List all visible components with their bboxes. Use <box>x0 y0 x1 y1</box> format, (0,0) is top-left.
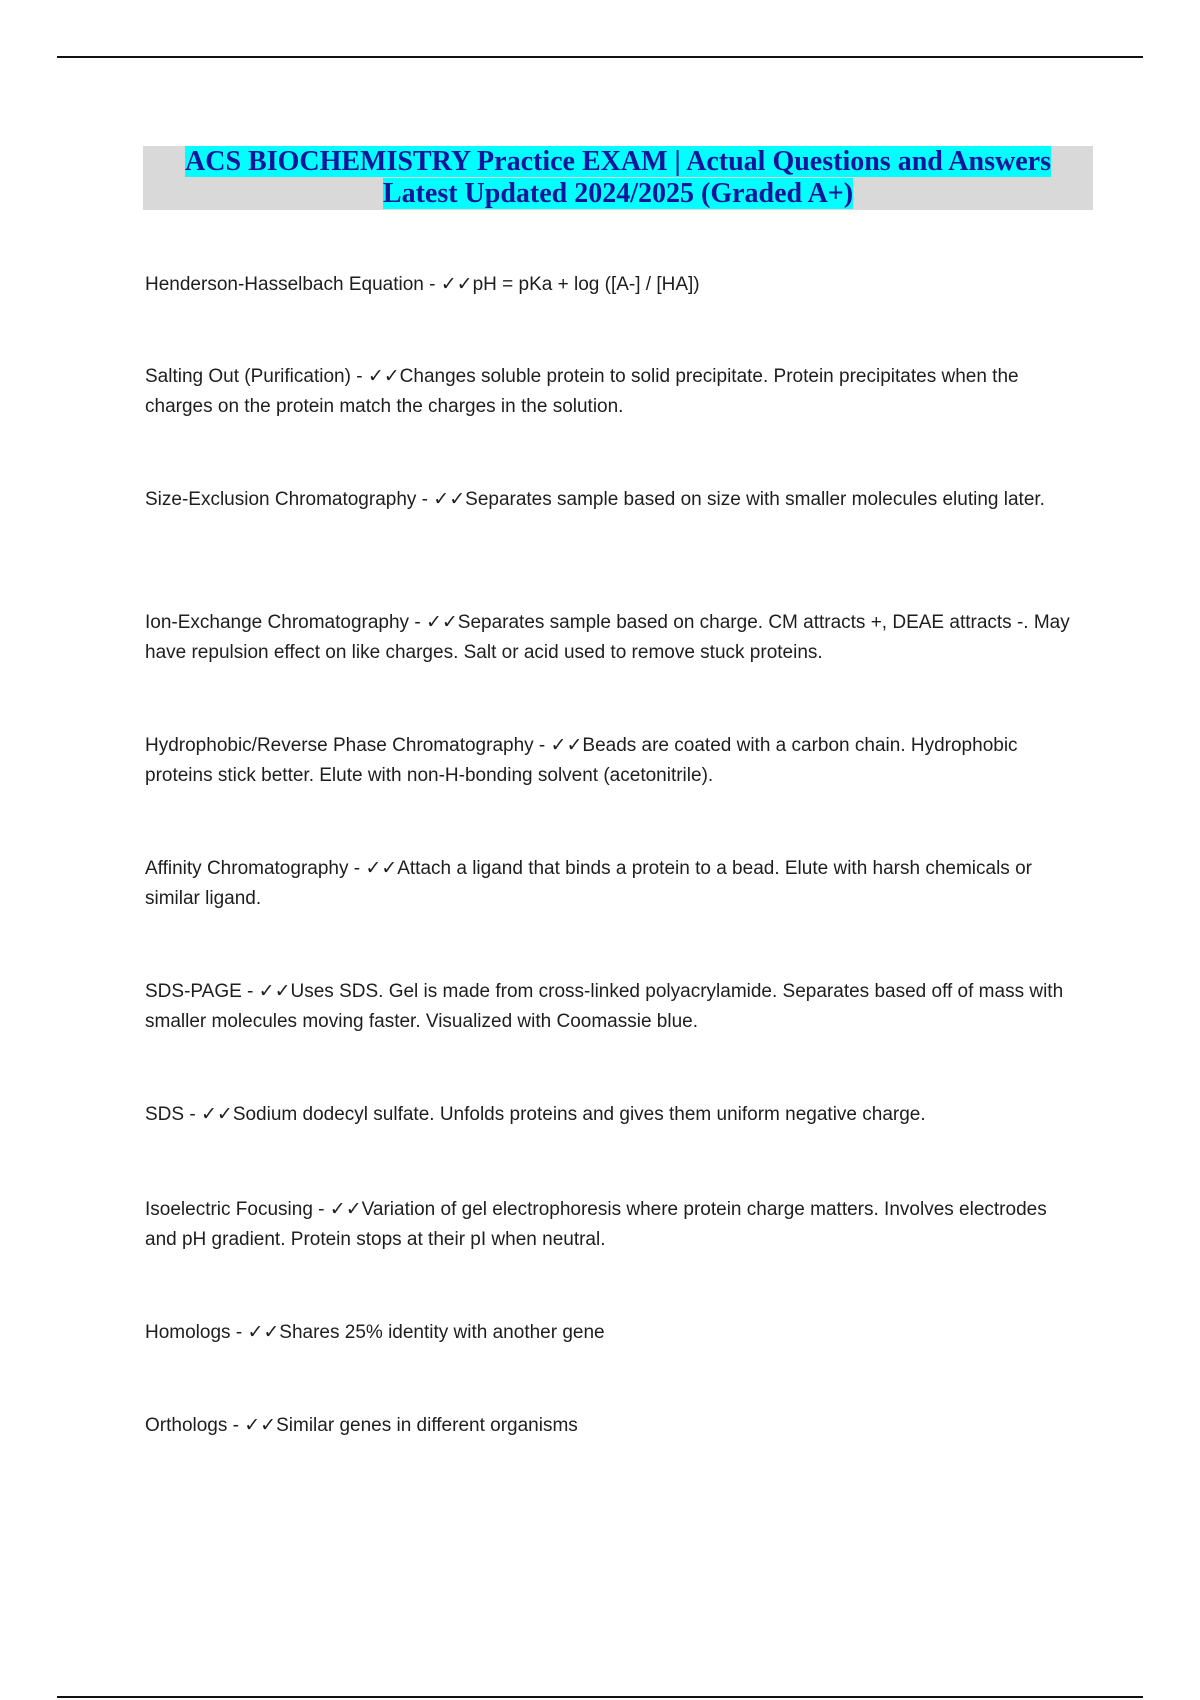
double-check-icon: ✓✓ <box>550 735 583 756</box>
entry-term: Homologs <box>145 1322 231 1343</box>
entry-term: Orthologs <box>145 1415 228 1436</box>
entry-definition: Variation of gel electrophoresis where protein charge matters. Involves electrodes and pH gradient. Protein stops at their pI when neutral. <box>145 1199 1047 1250</box>
bottom-rule <box>57 1696 1143 1698</box>
double-check-icon: ✓✓ <box>200 1104 233 1125</box>
qa-entry <box>145 1318 1075 1348</box>
qa-entry <box>145 731 1075 791</box>
double-check-icon: ✓✓ <box>433 489 466 510</box>
entry-definition: Separates sample based on size with smaller molecules eluting later. <box>465 489 1045 510</box>
entry-term: SDS-PAGE <box>145 981 242 1002</box>
entry-separator: - <box>241 981 259 1002</box>
entry-term: Hydrophobic/Reverse Phase Chromatography <box>145 735 534 756</box>
entry-term: Affinity Chromatography <box>145 858 349 879</box>
double-check-icon: ✓✓ <box>440 274 473 295</box>
title-text-1: ACS BIOCHEMISTRY Practice EXAM | Actual Questions and Answers <box>185 146 1051 177</box>
entry-definition: Beads are coated with a carbon chain. Hydrophobic proteins stick better. Elute with non-H-bonding solvent (acetonitrile). <box>145 735 1018 786</box>
qa-entry <box>145 1100 1075 1130</box>
qa-entry <box>145 1195 1075 1255</box>
double-check-icon: ✓✓ <box>367 366 400 387</box>
double-check-icon: ✓✓ <box>425 612 458 633</box>
entry-definition: Similar genes in different organisms <box>276 1415 578 1436</box>
qa-entry <box>145 485 1075 515</box>
double-check-icon: ✓✓ <box>365 858 398 879</box>
entry-separator: - <box>409 612 426 633</box>
entry-separator: - <box>184 1104 201 1125</box>
qa-entry <box>145 1411 1075 1441</box>
entry-definition: Shares 25% identity with another gene <box>279 1322 605 1343</box>
top-rule <box>57 56 1143 58</box>
entry-separator: - <box>312 1199 330 1220</box>
entry-separator: - <box>350 366 368 387</box>
entry-separator: - <box>423 274 441 295</box>
qa-entry <box>145 270 1075 300</box>
entry-separator: - <box>533 735 551 756</box>
double-check-icon: ✓✓ <box>244 1415 277 1436</box>
entry-separator: - <box>230 1322 248 1343</box>
entry-definition: Separates sample based on charge. CM attracts +, DEAE attracts -. May have repulsion effect on like charges. Salt or acid used to remove stuck proteins. <box>145 612 1070 663</box>
entry-definition: pH = pKa + log ([A-] / [HA]) <box>472 274 700 295</box>
title-line-2 <box>383 178 853 210</box>
entry-separator: - <box>416 489 434 510</box>
entry-definition: Changes soluble protein to solid precipitate. Protein precipitates when the charges on the protein match the charges in the solution. <box>145 366 1019 417</box>
qa-entry <box>145 362 1075 422</box>
qa-entry <box>145 977 1075 1037</box>
entry-term: Henderson-Hasselbach Equation <box>145 274 424 295</box>
entry-term: Ion-Exchange Chromatography <box>145 612 410 633</box>
title-line-1 <box>185 146 1051 178</box>
entry-separator: - <box>348 858 366 879</box>
qa-entry <box>145 854 1075 914</box>
entry-term: SDS <box>145 1104 185 1125</box>
entry-definition: Attach a ligand that binds a protein to a bead. Elute with harsh chemicals or similar ligand. <box>145 858 1032 909</box>
entry-definition: Uses SDS. Gel is made from cross-linked polyacrylamide. Separates based off of mass with smaller molecules moving faster. Visualized with Coomassie blue. <box>145 981 1064 1032</box>
entry-term: Salting Out (Purification) <box>145 366 351 387</box>
entry-term: Isoelectric Focusing <box>145 1199 313 1220</box>
title-text-2: Latest Updated 2024/2025 (Graded A+) <box>382 178 854 209</box>
double-check-icon: ✓✓ <box>329 1199 362 1220</box>
entry-term: Size-Exclusion Chromatography <box>145 489 417 510</box>
title-banner <box>143 146 1093 210</box>
entry-separator: - <box>227 1415 245 1436</box>
double-check-icon: ✓✓ <box>258 981 291 1002</box>
double-check-icon: ✓✓ <box>247 1322 280 1343</box>
qa-entry <box>145 608 1075 668</box>
entry-definition: Sodium dodecyl sulfate. Unfolds proteins and gives them uniform negative charge. <box>232 1104 926 1125</box>
